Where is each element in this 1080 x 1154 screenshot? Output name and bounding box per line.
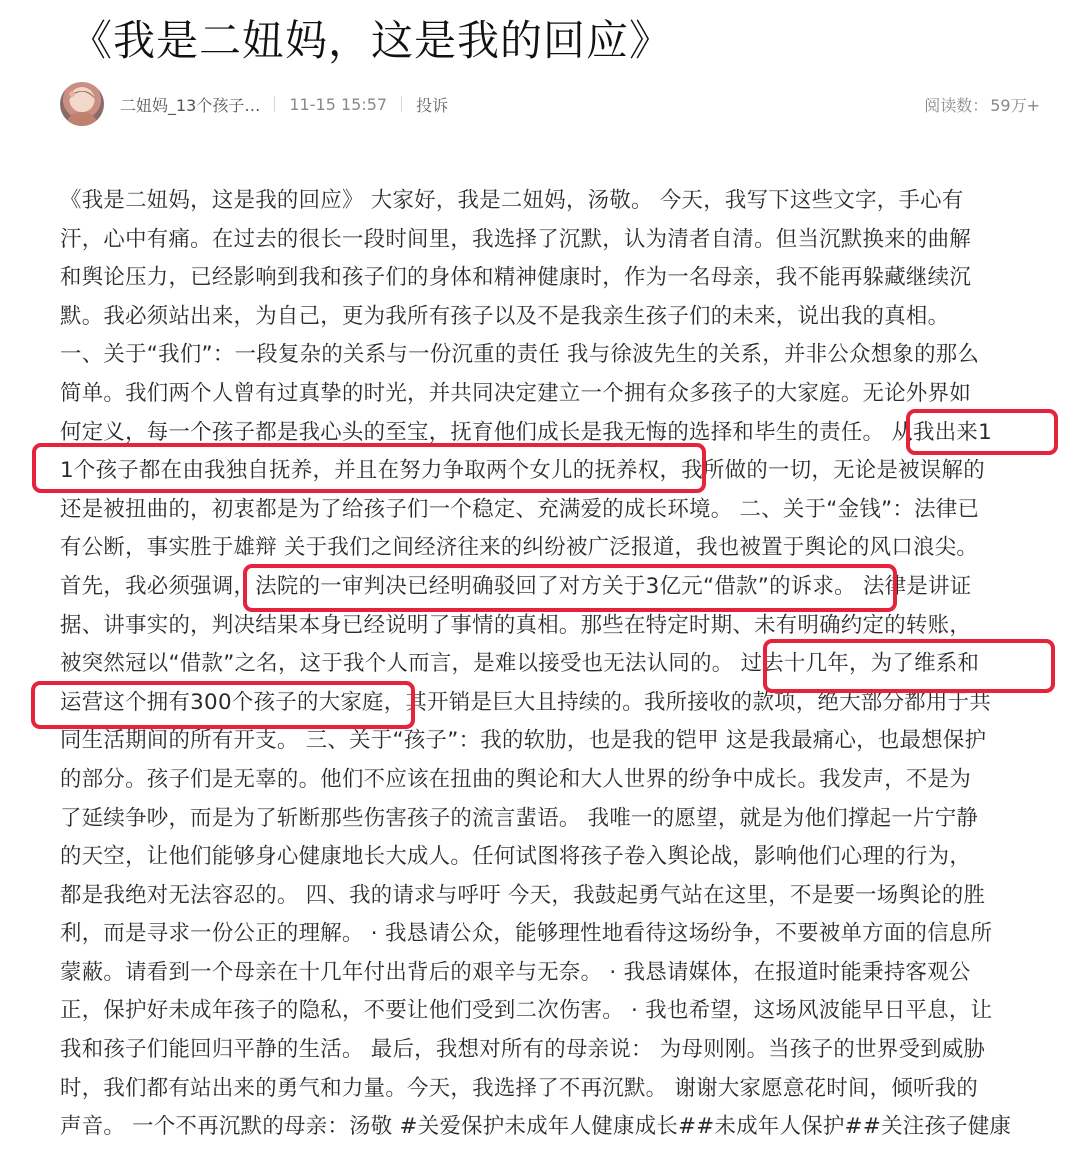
article-meta-bar xyxy=(60,80,1040,128)
body-line: 时，我们都有站出来的勇气和力量。今天，我选择了不再沉默。 谢谢大家愿意花时间，倾听我的 xyxy=(60,1075,979,1101)
read-count-label: 阅读数： xyxy=(924,95,989,115)
body-line: 声音。 一个不再沉默的母亲：汤敬 #关爱保护未成年人健康成长##未成年人保护##关注孩子健康 xyxy=(60,1114,1012,1140)
author-name[interactable]: 二妞妈_13个孩子… xyxy=(120,95,261,115)
article-body xyxy=(60,182,1030,1147)
body-line: 有公断，事实胜于雄辩 关于我们之间经济往来的纠纷被广泛报道，我也被置于舆论的风口浪尖。 xyxy=(60,535,979,561)
body-line: 我和孩子们能回归平静的生活。 最后，我想对所有的母亲说： 为母则刚。当孩子的世界受到威胁 xyxy=(60,1037,986,1063)
body-line: 正，保护好未成年孩子的隐私，不要让他们受到二次伤害。 · 我也希望，这场风波能早日平息，让 xyxy=(60,998,993,1024)
article-title: 《我是二妞妈，这是我的回应》 xyxy=(70,16,673,65)
author-avatar[interactable] xyxy=(60,82,104,126)
body-line: 汗，心中有痛。在过去的很长一段时间里，我选择了沉默，认为清者自清。但当沉默换来的曲解 xyxy=(60,226,972,252)
body-line: 都是我绝对无法容忍的。 四、我的请求与呼吁 今天，我鼓起勇气站在这里，不是要一场舆论的胜 xyxy=(60,882,986,908)
publish-time: 11-15 15:57 xyxy=(289,94,388,114)
body-line: 1个孩子都在由我独自抚养，并且在努力争取两个女儿的抚养权，我所做的一切，无论是被误解的 xyxy=(60,458,985,484)
read-count xyxy=(924,93,1040,116)
meta-divider xyxy=(401,96,402,112)
body-line: 默。我必须站出来，为自己，更为我所有孩子以及不是我亲生孩子们的未来，说出我的真相。 xyxy=(60,303,950,329)
body-line: 简单。我们两个人曾有过真挚的时光，并共同决定建立一个拥有众多孩子的大家庭。无论外界如 xyxy=(60,380,972,406)
body-line: 被突然冠以“借款”之名，这于我个人而言，是难以接受也无法认同的。 过去十几年，为了维系和 xyxy=(60,651,980,677)
avatar-portrait-icon xyxy=(60,82,104,126)
body-line: 首先，我必须强调，法院的一审判决已经明确驳回了对方关于3亿元“借款”的诉求。 法律是讲证 xyxy=(60,573,972,599)
report-link[interactable]: 投诉 xyxy=(416,95,449,115)
body-line: 和舆论压力，已经影响到我和孩子们的身体和精神健康时，作为一名母亲，我不能再躲藏继续沉 xyxy=(60,265,972,291)
body-line: 运营这个拥有300个孩子的大家庭，其开销是巨大且持续的。我所接收的款项，绝大部分都用于共 xyxy=(60,689,992,715)
meta-divider xyxy=(274,96,275,112)
read-count-value: 59万+ xyxy=(990,95,1040,115)
body-line: 还是被扭曲的，初衷都是为了给孩子们一个稳定、充满爱的成长环境。 二、关于“金钱”：法律已 xyxy=(60,496,980,522)
body-line: 了延续争吵，而是为了斩断那些伤害孩子的流言蜚语。 我唯一的愿望，就是为他们撑起一片宁静 xyxy=(60,805,979,831)
body-line: 的部分。孩子们是无辜的。他们不应该在扭曲的舆论和大人世界的纷争中成长。我发声，不是为 xyxy=(60,766,972,792)
body-line: 据、讲事实的，判决结果本身已经说明了事情的真相。那些在特定时期、未有明确约定的转账， xyxy=(60,612,972,638)
body-line: 《我是二妞妈，这是我的回应》 大家好，我是二妞妈，汤敬。 今天，我写下这些文字，手心有 xyxy=(60,188,964,213)
body-line: 一、关于“我们”：一段复杂的关系与一份沉重的责任 我与徐波先生的关系，并非公众想象的那么 xyxy=(60,342,980,368)
body-line: 蒙蔽。请看到一个母亲在十几年付出背后的艰辛与无奈。 · 我恳请媒体，在报道时能秉持客观公 xyxy=(60,959,971,985)
body-line: 何定义，每一个孩子都是我心头的至宝，抚育他们成长是我无悔的选择和毕生的责任。 从我出来1 xyxy=(60,419,993,445)
body-line: 的天空，让他们能够身心健康地长大成人。任何试图将孩子卷入舆论战，影响他们心理的行为， xyxy=(60,844,972,870)
body-line: 利，而是寻求一份公正的理解。 · 我恳请公众，能够理性地看待这场纷争，不要被单方面的信息所 xyxy=(60,921,993,947)
body-line: 同生活期间的所有开支。 三、关于“孩子”：我的软肋，也是我的铠甲 这是我最痛心，也最想保护 xyxy=(60,728,987,754)
